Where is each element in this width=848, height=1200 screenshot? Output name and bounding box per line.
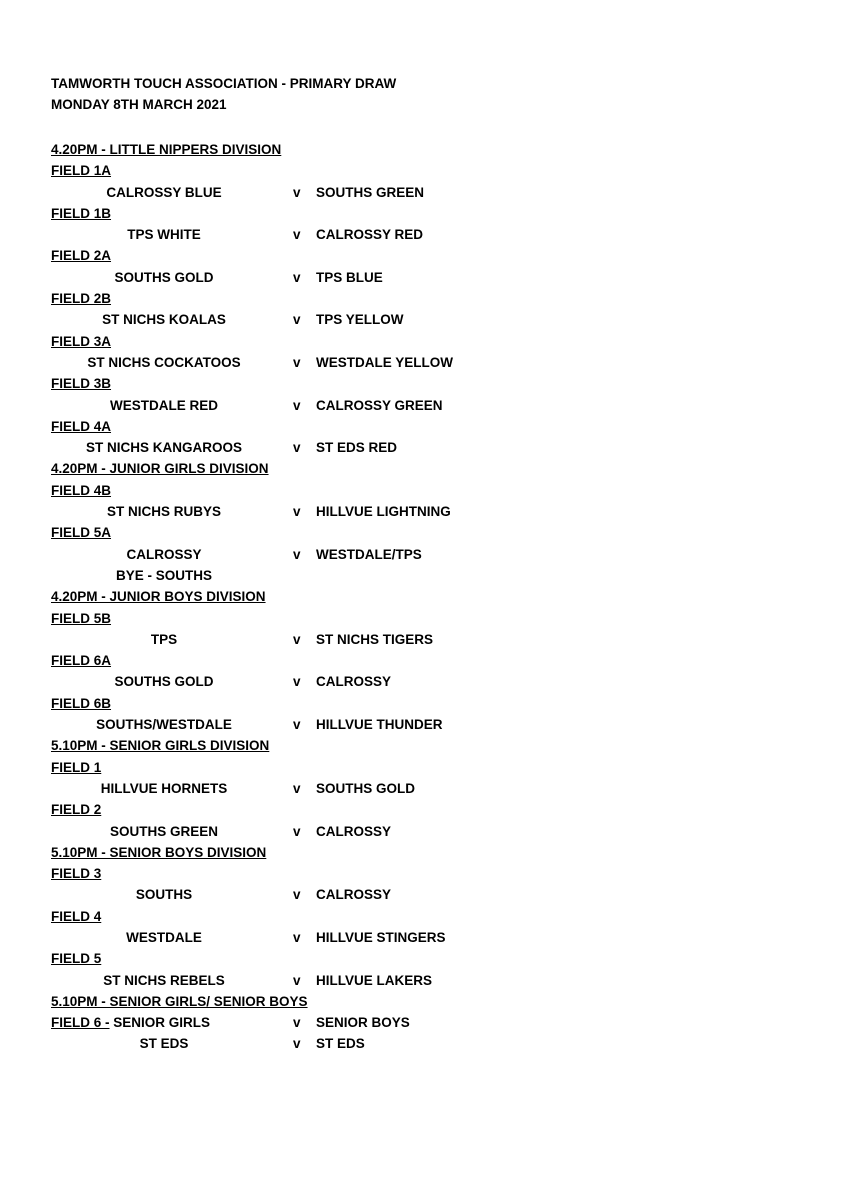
- match-row: [0, 629, 848, 650]
- field-label: FIELD 1A: [51, 163, 112, 179]
- division-heading: [0, 991, 848, 1012]
- versus-marker: v: [293, 440, 301, 456]
- field-heading: [0, 650, 848, 671]
- field-label: FIELD 4B: [51, 482, 112, 498]
- home-team: ST NICHS REBELS: [103, 972, 225, 988]
- bye-team: BYE - SOUTHS: [115, 567, 212, 583]
- field-label: FIELD 6 -: [51, 1015, 110, 1031]
- versus-marker: v: [293, 269, 301, 285]
- away-team: HILLVUE LAKERS: [316, 972, 433, 988]
- field-heading: [0, 288, 848, 309]
- away-team: CALROSSY: [316, 823, 392, 839]
- field-label: FIELD 5B: [51, 610, 112, 626]
- versus-marker: v: [293, 546, 301, 562]
- field-heading: [0, 203, 848, 224]
- field-label: FIELD 3B: [51, 376, 112, 392]
- field-heading: [0, 416, 848, 437]
- field-label: FIELD 5: [51, 951, 102, 967]
- away-team: SOUTHS GOLD: [316, 780, 416, 796]
- home-team: SOUTHS GOLD: [114, 674, 214, 690]
- field-heading: [0, 608, 848, 629]
- match-row: [0, 970, 848, 991]
- versus-marker: v: [293, 354, 301, 370]
- home-team: ST EDS: [139, 1036, 189, 1052]
- division-title: 4.20PM - JUNIOR BOYS DIVISION: [51, 589, 266, 605]
- away-team: SOUTHS GREEN: [316, 184, 425, 200]
- away-team: WESTDALE/TPS: [316, 546, 422, 562]
- division-heading: [0, 842, 848, 863]
- versus-marker: v: [293, 504, 301, 520]
- match-row: [0, 778, 848, 799]
- field-label: FIELD 2A: [51, 248, 112, 264]
- division-heading: [0, 735, 848, 756]
- versus-marker: v: [293, 972, 301, 988]
- division-title: 4.20PM - JUNIOR GIRLS DIVISION: [51, 461, 269, 477]
- home-team: WESTDALE RED: [110, 397, 218, 413]
- home-team: CALROSSY BLUE: [106, 184, 222, 200]
- versus-marker: v: [293, 823, 301, 839]
- match-row: [0, 352, 848, 373]
- away-team: CALROSSY: [316, 674, 392, 690]
- home-team: SOUTHS/WESTDALE: [96, 717, 232, 733]
- division-title: 5.10PM - SENIOR GIRLS/ SENIOR BOYS: [51, 993, 308, 1009]
- field-label: FIELD 2B: [51, 291, 112, 307]
- field-heading: [0, 799, 848, 820]
- field-label: FIELD 1B: [51, 205, 112, 221]
- document-date: MONDAY 8TH MARCH 2021: [51, 97, 227, 112]
- away-team: ST NICHS TIGERS: [316, 631, 434, 647]
- match-row: [0, 224, 848, 245]
- home-team: HILLVUE HORNETS: [100, 780, 228, 796]
- away-team: TPS YELLOW: [316, 312, 404, 328]
- field-heading: [0, 863, 848, 884]
- field-heading: [0, 948, 848, 969]
- field-label: FIELD 6B: [51, 695, 112, 711]
- match-row: [0, 544, 848, 565]
- versus-marker: v: [293, 312, 301, 328]
- versus-marker: v: [293, 184, 301, 200]
- field-match-row: [0, 1012, 848, 1033]
- match-row: [0, 395, 848, 416]
- division-heading: [0, 586, 848, 607]
- match-row: [0, 309, 848, 330]
- match-row: [0, 671, 848, 692]
- versus-marker: v: [293, 929, 301, 945]
- division-title: 4.20PM - LITTLE NIPPERS DIVISION: [51, 142, 282, 157]
- home-team: ST NICHS KANGAROOS: [85, 440, 242, 456]
- field-heading: [0, 693, 848, 714]
- field-label: FIELD 4: [51, 908, 102, 924]
- field-heading: [0, 373, 848, 394]
- field-heading: [0, 757, 848, 778]
- home-team: SOUTHS GOLD: [114, 269, 214, 285]
- away-team: HILLVUE THUNDER: [316, 717, 443, 733]
- field-label: FIELD 6A: [51, 653, 112, 669]
- match-row: [0, 267, 848, 288]
- field-label: FIELD 1: [51, 759, 102, 775]
- away-team: HILLVUE LIGHTNING: [316, 504, 451, 520]
- division-heading: [0, 458, 848, 479]
- versus-marker: v: [293, 674, 301, 690]
- versus-marker: v: [293, 631, 301, 647]
- away-team: HILLVUE STINGERS: [316, 929, 446, 945]
- field-heading: [0, 522, 848, 543]
- division-heading: [0, 139, 848, 160]
- versus-marker: v: [293, 887, 301, 903]
- field-heading: [0, 245, 848, 266]
- home-team: TPS WHITE: [127, 227, 201, 243]
- away-team: ST EDS: [316, 1036, 365, 1052]
- versus-marker: v: [293, 397, 301, 413]
- home-team: CALROSSY: [126, 546, 202, 562]
- away-team: CALROSSY: [316, 887, 392, 903]
- versus-marker: v: [293, 227, 301, 243]
- home-team: WESTDALE: [126, 929, 202, 945]
- draw-list: [0, 139, 848, 1055]
- home-team: SOUTHS GREEN: [109, 823, 218, 839]
- document-title: TAMWORTH TOUCH ASSOCIATION - PRIMARY DRAW: [51, 76, 397, 91]
- division-title: 5.10PM - SENIOR BOYS DIVISION: [51, 844, 267, 860]
- field-heading: [0, 480, 848, 501]
- away-team: CALROSSY RED: [316, 227, 424, 243]
- home-team: ST NICHS COCKATOOS: [87, 354, 241, 370]
- away-team: CALROSSY GREEN: [316, 397, 443, 413]
- field-label: FIELD 5A: [51, 525, 112, 541]
- field-match-group: [51, 1012, 210, 1033]
- field-label: FIELD 3A: [51, 333, 112, 349]
- match-row: [0, 821, 848, 842]
- match-row: [0, 884, 848, 905]
- division-title: 5.10PM - SENIOR GIRLS DIVISION: [51, 738, 270, 754]
- versus-marker: v: [293, 780, 301, 796]
- home-team: SOUTHS: [135, 887, 193, 903]
- match-row: [0, 1033, 848, 1054]
- field-label: FIELD 3: [51, 866, 102, 882]
- home-team: SENIOR GIRLS: [113, 1015, 211, 1031]
- home-team: ST NICHS KOALAS: [102, 312, 226, 328]
- bye-row: [0, 565, 848, 586]
- match-row: [0, 714, 848, 735]
- field-label: FIELD 4A: [51, 418, 112, 434]
- away-team: SENIOR BOYS: [316, 1015, 410, 1031]
- match-row: [0, 437, 848, 458]
- match-row: [0, 927, 848, 948]
- home-team: ST NICHS RUBYS: [106, 504, 221, 520]
- versus-marker: v: [293, 1036, 301, 1052]
- away-team: TPS BLUE: [316, 269, 383, 285]
- versus-marker: v: [293, 717, 301, 733]
- home-team: TPS: [150, 631, 178, 647]
- match-row: [0, 501, 848, 522]
- away-team: ST EDS RED: [316, 440, 398, 456]
- field-heading: [0, 906, 848, 927]
- away-team: WESTDALE YELLOW: [316, 354, 453, 370]
- field-heading: [0, 160, 848, 181]
- field-label: FIELD 2: [51, 802, 102, 818]
- field-heading: [0, 331, 848, 352]
- versus-marker: v: [293, 1015, 301, 1031]
- match-row: [0, 182, 848, 203]
